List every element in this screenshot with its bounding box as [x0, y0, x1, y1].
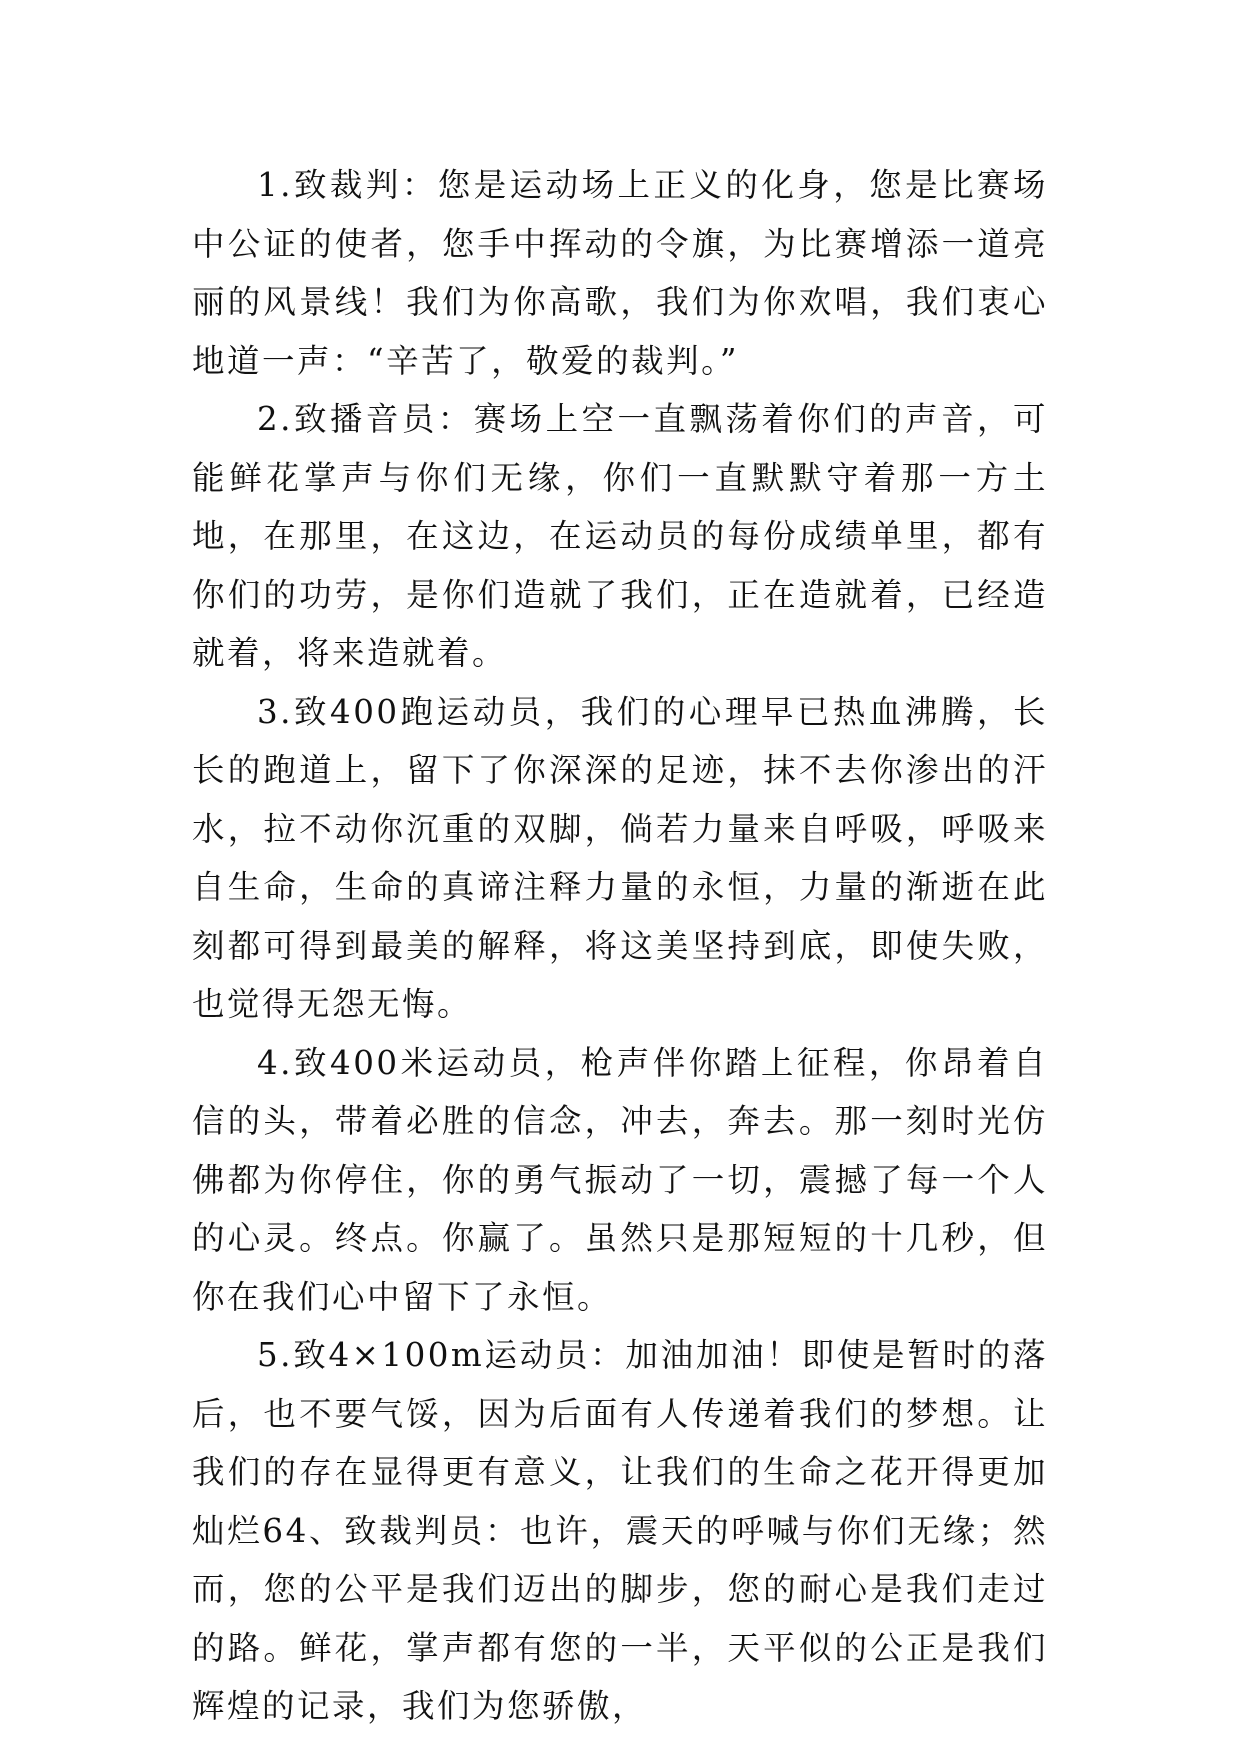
- paragraph-400-runner: 3.致400跑运动员，我们的心理早已热血沸腾，长长的跑道上，留下了你深深的足迹，抹不去你渗出的汗水，拉不动你沉重的双脚，倘若力量来自呼吸，呼吸来自生命，生命的真谛注释力量的永恒，力量的渐逝在此刻都可得到最美的解释，将这美坚持到底，即使失败，也觉得无怨无悔。: [192, 692, 1048, 1023]
- paragraph-announcer: 2.致播音员：赛场上空一直飘荡着你们的声音，可能鲜花掌声与你们无缘，你们一直默默守着那一方土地，在那里，在这边，在运动员的每份成绩单里，都有你们的功劳，是你们造就了我们，正在造就着，已经造就着，将来造就着。: [192, 400, 1048, 672]
- paragraph-400m-athlete: 4.致400米运动员，枪声伴你踏上征程，你昂着自信的头，带着必胜的信念，冲去，奔去。那一刻时光仿佛都为你停住，你的勇气振动了一切，震撼了每一个人的心灵。终点。你赢了。虽然只是那短短的十几秒，但你在我们心中留下了永恒。: [192, 1043, 1048, 1316]
- paragraph-relay-athlete: 5.致4×100m运动员：加油加油！即使是暂时的落后，也不要气馁，因为后面有人传递着我们的梦想。让我们的存在显得更有意义，让我们的生命之花开得更加灿烂64、致裁判员：也许，震天的呼喊与你们无缘；然而，您的公平是我们迈出的脚步，您的耐心是我们走过的路。鲜花，掌声都有您的一半，天平似的公正是我们辉煌的记录，我们为您骄傲，: [192, 1336, 1048, 1725]
- paragraph-referee: 1.致裁判：您是运动场上正义的化身，您是比赛场中公证的使者，您手中挥动的令旗，为比赛增添一道亮丽的风景线！我们为你高歌，我们为你欢唱，我们衷心地道一声：“辛苦了，敬爱的裁判。”: [192, 166, 1048, 380]
- document-body: [192, 156, 1048, 1736]
